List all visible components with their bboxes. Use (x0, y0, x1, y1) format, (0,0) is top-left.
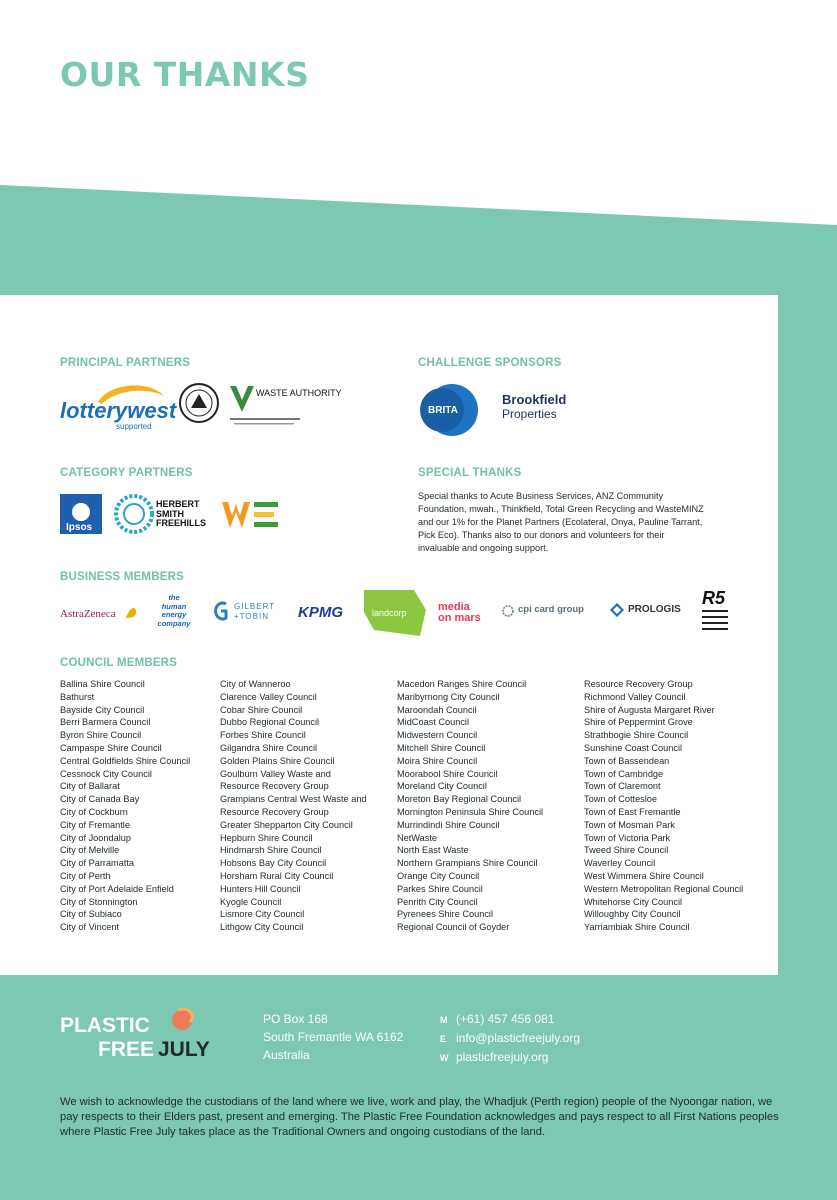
brookfield-line1: Brookfield (502, 392, 567, 407)
council-member: City of Ballarat (60, 781, 120, 792)
council-member: Strathbogie Shire Council (584, 730, 689, 741)
lotterywest-wordmark: lotterywest (60, 398, 177, 423)
council-member: Campaspe Shire Council (60, 742, 162, 753)
email-label: E (440, 1034, 447, 1044)
council-member: City of Canada Bay (60, 794, 140, 805)
council-member: Dubbo Regional Council (220, 717, 320, 728)
kpmg-logo: KPMG (298, 604, 343, 621)
address-line: South Fremantle WA 6162 (263, 1030, 404, 1044)
human-energy-line1: the (168, 593, 180, 602)
herbert-smith-freehills-logo (114, 494, 214, 536)
r5-logo (702, 588, 732, 640)
cpi-wordmark: cpi card group (518, 604, 584, 615)
contact-phone (440, 1010, 580, 1029)
council-member: Town of Victoria Park (584, 832, 671, 843)
council-member: Hindmarsh Shire Council (220, 845, 322, 856)
council-member: Murrindindi Shire Council (397, 819, 500, 830)
council-member: Richmond Valley Council (584, 691, 686, 702)
council-member: City of Vincent (60, 922, 120, 933)
council-member: Town of Bassendean (584, 755, 670, 766)
category-partners-heading: CATEGORY PARTNERS (60, 467, 193, 479)
lotterywest-subtext: supported (116, 422, 152, 431)
brita-logo (418, 384, 486, 436)
logo-july: JULY (158, 1038, 210, 1061)
special-thanks-heading: SPECIAL THANKS (418, 467, 522, 479)
council-member: Lismore City Council (220, 909, 305, 920)
council-member: Moreland City Council (397, 781, 487, 792)
gilbert-line1: GILBERT (234, 602, 276, 611)
council-member: North East Waste (397, 845, 469, 856)
council-member: Bayside City Council (60, 704, 145, 715)
council-member: Kyogle Council (220, 896, 282, 907)
cpi-card-group-logo (502, 604, 602, 620)
page-title: OUR THANKS (60, 55, 310, 94)
council-member: Goulburn Valley Waste and (220, 768, 331, 779)
council-member: City of Parramatta (60, 858, 135, 869)
council-column-3 (397, 678, 543, 934)
lotterywest-logo (58, 380, 177, 432)
council-member: Midwestern Council (397, 730, 478, 741)
council-member: Town of Cambridge (584, 768, 664, 779)
council-member: Bathurst (60, 691, 95, 702)
council-member: Hepburn Shire Council (220, 832, 313, 843)
council-member: Northern Grampians Shire Council (397, 858, 538, 869)
brookfield-logo (502, 392, 592, 426)
council-member: Shire of Peppermint Grove (584, 717, 693, 728)
waste-authority-logo (228, 382, 342, 428)
gilbert-line2: +TOBIN (234, 612, 269, 621)
contact-web (440, 1048, 580, 1067)
hsf-line2: SMITH (156, 508, 184, 519)
council-member: Whitehorse City Council (584, 896, 683, 907)
council-member: Golden Plains Shire Council (220, 755, 335, 766)
ipsos-logo (60, 494, 102, 534)
council-member: Tweed Shire Council (584, 845, 669, 856)
council-member: Town of Claremont (584, 781, 661, 792)
plastic-free-july-logo (60, 1008, 230, 1065)
council-member: Resource Recovery Group (220, 806, 329, 817)
hsf-line1: HERBERT (156, 499, 200, 509)
astrazeneca-wordmark: AstraZeneca (60, 608, 116, 620)
council-member: Resource Recovery Group (584, 679, 693, 689)
email-link[interactable]: info@plasticfreejuly.org (456, 1031, 581, 1045)
council-column-2 (220, 678, 367, 934)
hsf-line3: FREEHILLS (156, 518, 207, 528)
council-member: Berri Barmera Council (60, 717, 151, 728)
council-member: Moorabool Shire Council (397, 768, 498, 779)
ipsos-wordmark: Ipsos (66, 522, 93, 533)
council-member: City of Fremantle (60, 819, 130, 830)
council-member: City of Perth (60, 870, 111, 881)
astrazeneca-logo (60, 604, 138, 626)
web-label: W (440, 1053, 449, 1063)
council-member: City of Joondalup (60, 832, 131, 843)
council-member: NetWaste (397, 832, 437, 843)
logo-plastic: PLASTIC (60, 1014, 150, 1037)
council-member: Hobsons Bay City Council (220, 858, 327, 869)
principal-partners-heading: PRINCIPAL PARTNERS (60, 357, 191, 369)
council-member: Waverley Council (584, 858, 656, 869)
brookfield-line2: Properties (502, 407, 557, 421)
challenge-sponsors-heading: CHALLENGE SPONSORS (418, 357, 562, 369)
council-member: City of Stonnington (60, 896, 138, 907)
media-on-mars-line2: on mars (438, 612, 481, 624)
council-member: Cobar Shire Council (220, 704, 303, 715)
council-member: Grampians Central West Waste and (220, 794, 367, 805)
council-member: Willoughby City Council (584, 909, 681, 920)
council-member: City of Melville (60, 845, 120, 856)
council-member: Shire of Augusta Margaret River (584, 704, 715, 715)
media-on-mars-line1: media (438, 601, 470, 613)
brita-wordmark: BRITA (428, 405, 458, 416)
council-member: Regional Council of Goyder (397, 922, 510, 933)
council-member: Macedon Ranges Shire Council (397, 679, 527, 689)
council-member: West Wimmera Shire Council (584, 870, 704, 881)
gilbert-tobin-logo (214, 598, 288, 626)
council-member: Forbes Shire Council (220, 730, 306, 741)
r5-wordmark: R5 (702, 588, 726, 608)
logo-free: FREE (98, 1038, 155, 1061)
council-member: City of Port Adelaide Enfield (60, 883, 174, 894)
council-member: Penrith City Council (397, 896, 478, 907)
contact-details (440, 1010, 580, 1067)
council-member: Hunters Hill Council (220, 883, 301, 894)
council-member: City of Cockburn (60, 806, 128, 817)
council-member: Horsham Rural City Council (220, 870, 334, 881)
council-member: Greater Shepparton City Council (220, 819, 353, 830)
council-member: Town of East Fremantle (584, 806, 681, 817)
postal-address (263, 1010, 403, 1064)
council-member: Mitchell Shire Council (397, 742, 486, 753)
acknowledgement-of-country: We wish to acknowledge the custodians of the land where we live, work and play, the Whadjuk (Perth region) people of the Nyoongar nation, we pay respects to their Elders past, present and emerging. The Plastic Free Foundation acknowledges and pays respect to all First Nations peoples where Plastic Free July takes place as the Traditional Owners and ongoing custodians of the land. (60, 1096, 779, 1138)
prologis-logo (610, 603, 690, 619)
we-logo (222, 502, 280, 528)
prologis-wordmark: PROLOGIS (628, 604, 681, 615)
council-member: Sunshine Coast Council (584, 742, 683, 753)
phone-value[interactable]: (+61) 457 456 081 (456, 1012, 555, 1026)
council-member: Western Metropolitan Regional Council (584, 883, 744, 894)
wa-government-crest (178, 382, 220, 424)
council-member: MidCoast Council (397, 717, 469, 728)
waste-authority-wordmark: WASTE AUTHORITY (256, 388, 342, 398)
council-member: City of Subiaco (60, 909, 122, 920)
council-member: Moreton Bay Regional Council (397, 794, 522, 805)
council-column-1 (60, 678, 190, 934)
landcorp-wordmark: landcorp (372, 608, 407, 618)
council-column-4 (584, 678, 743, 934)
council-member: Pyrenees Shire Council (397, 909, 494, 920)
council-member: Orange City Council (397, 870, 480, 881)
contact-email (440, 1029, 580, 1048)
council-member: Ballina Shire Council (60, 679, 145, 689)
council-member: Gilgandra Shire Council (220, 742, 318, 753)
council-member: Resource Recovery Group (220, 781, 329, 792)
council-member: Yarriambiak Shire Council (584, 922, 690, 933)
human-energy-company-logo (148, 594, 200, 630)
council-member: Clarence Valley Council (220, 691, 317, 702)
special-thanks-text: Special thanks to Acute Business Services, ANZ Community Foundation, mwah., Thinkfield, Total Green Recycling and WasteMINZ and our 1% for the Planet Partners (Ecolateral, Onya, Pauline Tarrant, Pick Eco). Thanks also to our donors and volunteers for their invaluable and ongoing support. (418, 491, 704, 553)
human-energy-line3: energy (161, 610, 187, 619)
council-member: Mornington Peninsula Shire Council (397, 806, 544, 817)
media-on-mars-logo (438, 602, 492, 628)
council-member: Maribyrnong City Council (397, 691, 500, 702)
council-member: Central Goldfields Shire Council (60, 755, 191, 766)
landcorp-logo (364, 590, 426, 636)
address-line: PO Box 168 (263, 1012, 328, 1026)
council-member: Parkes Shire Council (397, 883, 483, 894)
human-energy-line2: human (161, 601, 187, 611)
business-members-heading: BUSINESS MEMBERS (60, 571, 184, 583)
address-line: Australia (263, 1048, 310, 1062)
human-energy-line4: company (157, 618, 191, 628)
council-member: Town of Mosman Park (584, 819, 675, 830)
council-member: Byron Shire Council (60, 730, 142, 741)
web-link[interactable]: plasticfreejuly.org (456, 1050, 549, 1064)
council-member: Town of Cottesloe (584, 794, 658, 805)
council-member: Cessnock City Council (60, 768, 152, 779)
council-member: City of Wanneroo (220, 679, 291, 689)
council-member: Moira Shire Council (397, 755, 478, 766)
council-members-heading: COUNCIL MEMBERS (60, 657, 178, 669)
council-member: Maroondah Council (397, 704, 477, 715)
phone-label: M (440, 1015, 448, 1025)
council-member: Lithgow City Council (220, 922, 304, 933)
